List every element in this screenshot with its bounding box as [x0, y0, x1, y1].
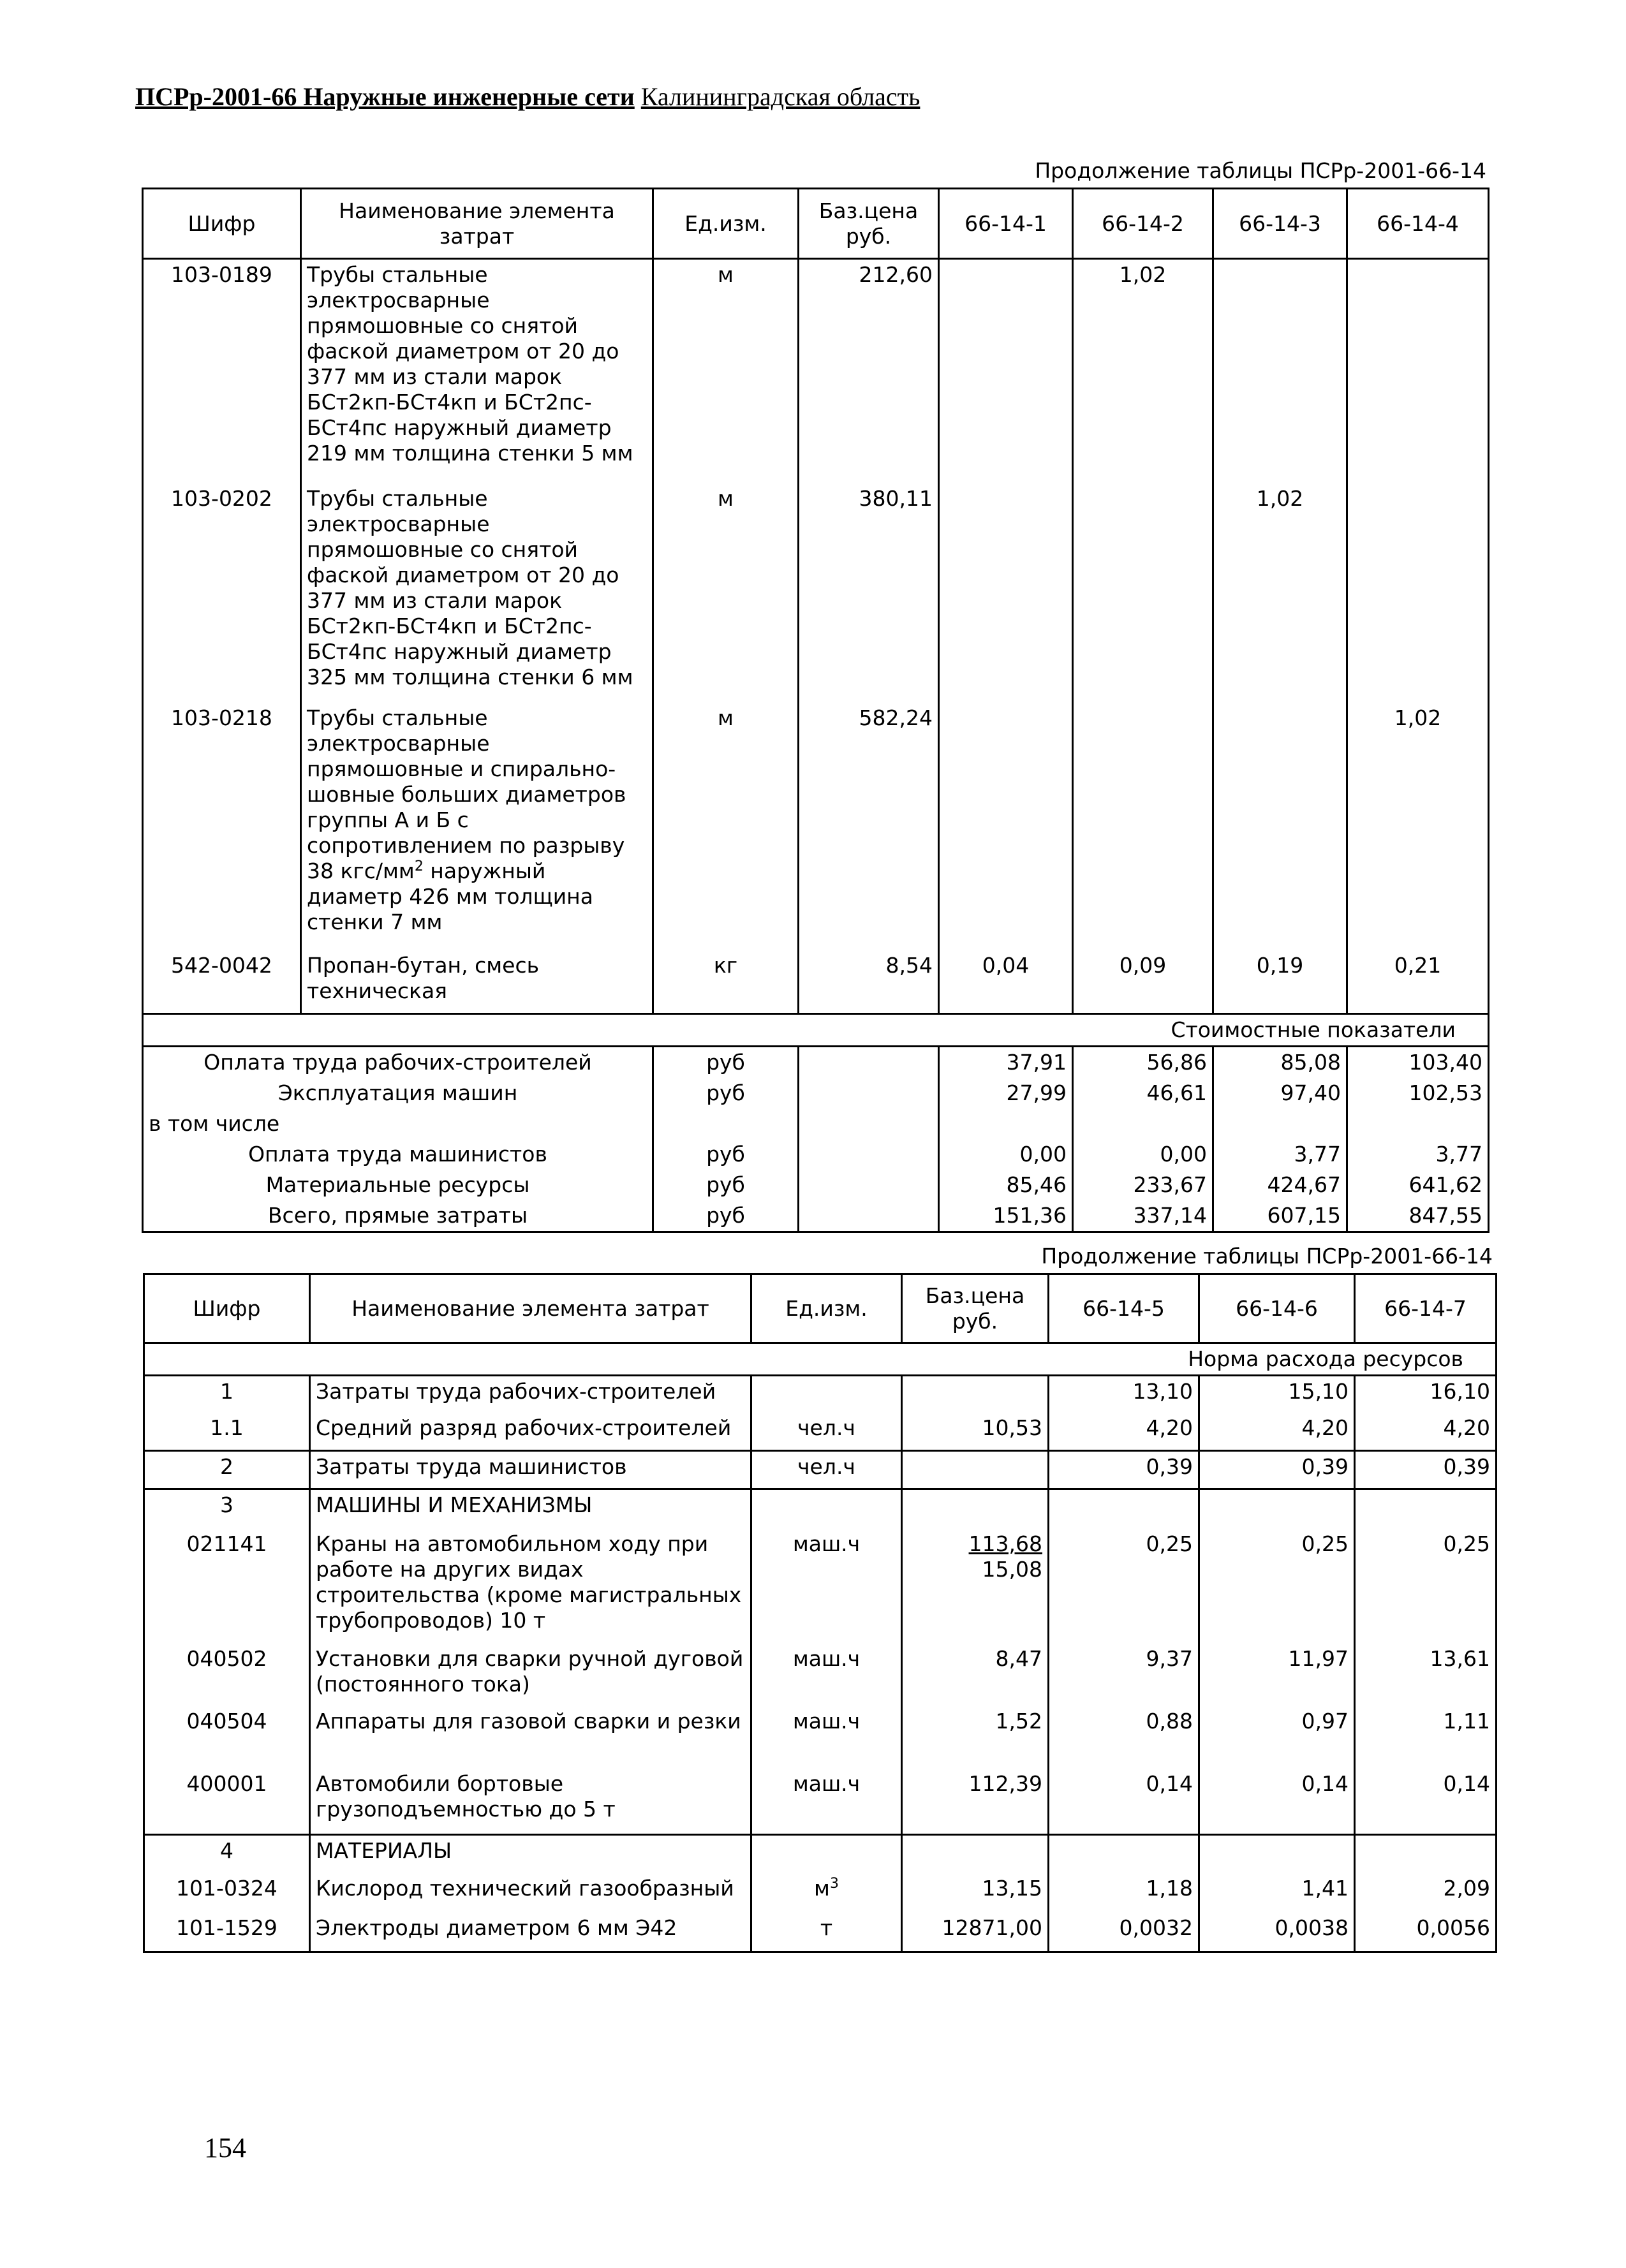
cost-unit — [653, 1108, 799, 1139]
row-price-struck: 113,68 — [968, 1531, 1042, 1556]
row-value-3 — [1213, 259, 1347, 483]
row-code: 3 — [144, 1489, 310, 1529]
cost-row — [143, 1170, 1489, 1200]
row-price-corrected: 15,08 — [982, 1556, 1042, 1582]
cost-value-4: 103,40 — [1347, 1047, 1489, 1079]
row-unit: чел.ч — [751, 1451, 902, 1489]
table-row — [144, 1376, 1497, 1413]
row-unit-superscript: 3 — [829, 1875, 839, 1892]
row-value-1: 0,14 — [1049, 1769, 1199, 1835]
row-value-4: 0,21 — [1347, 950, 1489, 1014]
row-price: 13,15 — [902, 1873, 1049, 1913]
section-band — [143, 1014, 1489, 1047]
row-code: 1.1 — [144, 1413, 310, 1451]
row-code: 101-0324 — [144, 1873, 310, 1913]
table1-continuation: Продолжение таблицы ПСРр-2001-66-14 — [1035, 158, 1486, 183]
table-row — [144, 1835, 1497, 1873]
row-value-4 — [1347, 483, 1489, 703]
cost-value-3: 607,15 — [1213, 1200, 1347, 1232]
table-row — [144, 1913, 1497, 1952]
row-value-4: 1,02 — [1347, 703, 1489, 950]
row-value-2: 0,25 — [1199, 1529, 1355, 1644]
table-row — [144, 1769, 1497, 1835]
cost-unit: руб — [653, 1200, 799, 1232]
col-header-price: Баз.цена руб. — [799, 189, 939, 259]
row-unit: маш.ч — [751, 1644, 902, 1706]
cost-value-3 — [1213, 1108, 1347, 1139]
row-name: Затраты труда рабочих-строителей — [310, 1376, 751, 1413]
row-unit: маш.ч — [751, 1529, 902, 1644]
col-header-unit: Ед.изм. — [653, 189, 799, 259]
row-value-2 — [1199, 1489, 1355, 1529]
table-row — [143, 259, 1489, 483]
row-unit: м — [653, 483, 799, 703]
cost-name: Оплата труда машинистов — [143, 1139, 653, 1170]
cost-unit: руб — [653, 1170, 799, 1200]
cost-unit: руб — [653, 1139, 799, 1170]
row-code: 040502 — [144, 1644, 310, 1706]
row-unit — [751, 1873, 902, 1913]
row-value-1 — [939, 259, 1073, 483]
row-value-3: 0,14 — [1355, 1769, 1497, 1835]
row-value-2: 0,39 — [1199, 1451, 1355, 1489]
row-value-1: 0,25 — [1049, 1529, 1199, 1644]
row-value-1: 0,88 — [1049, 1706, 1199, 1769]
row-name-part1: Трубы стальные электросварные прямошовные и спирально-шовные больших диаметров группы А и Б с сопротивлением по разрыву 38 кгс/мм — [307, 705, 626, 883]
col-header-66-14-2: 66-14-2 — [1073, 189, 1213, 259]
row-code: 400001 — [144, 1769, 310, 1835]
row-code: 103-0189 — [143, 259, 301, 483]
cost-value-3: 3,77 — [1213, 1139, 1347, 1170]
table-row — [143, 483, 1489, 703]
row-unit: маш.ч — [751, 1769, 902, 1835]
cost-name: Оплата труда рабочих-строителей — [143, 1047, 653, 1079]
row-price — [902, 1451, 1049, 1489]
cost-value-4 — [1347, 1108, 1489, 1139]
row-value-1: 0,39 — [1049, 1451, 1199, 1489]
cost-value-1: 27,99 — [939, 1078, 1073, 1108]
row-value-2: 1,02 — [1073, 259, 1213, 483]
row-price — [902, 1529, 1049, 1644]
page-header — [135, 82, 920, 112]
row-code: 103-0202 — [143, 483, 301, 703]
table-row — [144, 1706, 1497, 1769]
header-title-bold: ПСРр-2001-66 Наружные инженерные сети — [135, 82, 635, 111]
row-name: Затраты труда машинистов — [310, 1451, 751, 1489]
row-name-superscript: 2 — [414, 858, 424, 874]
row-value-1: 0,0032 — [1049, 1913, 1199, 1952]
col-header-price: Баз.цена руб. — [902, 1274, 1049, 1343]
row-value-3 — [1355, 1835, 1497, 1873]
row-price: 8,54 — [799, 950, 939, 1014]
cost-value-2: 233,67 — [1073, 1170, 1213, 1200]
cost-value-4: 3,77 — [1347, 1139, 1489, 1170]
row-value-1: 1,18 — [1049, 1873, 1199, 1913]
cost-price — [799, 1170, 939, 1200]
row-price: 1,52 — [902, 1706, 1049, 1769]
row-unit — [751, 1835, 902, 1873]
row-value-3: 4,20 — [1355, 1413, 1497, 1451]
row-price — [902, 1376, 1049, 1413]
row-value-2: 4,20 — [1199, 1413, 1355, 1451]
row-code: 542-0042 — [143, 950, 301, 1014]
row-value-1 — [939, 703, 1073, 950]
row-name — [301, 703, 653, 950]
row-value-1: 4,20 — [1049, 1413, 1199, 1451]
table-row — [144, 1644, 1497, 1706]
row-price: 582,24 — [799, 703, 939, 950]
row-name: Трубы стальные электросварные прямошовные со снятой фаской диаметром от 20 до 377 мм из стали марок БСт2кп-БСт4кп и БСт2пс-БСт4пс наружный диаметр 219 мм толщина стенки 5 мм — [301, 259, 653, 483]
row-unit — [751, 1376, 902, 1413]
row-code: 040504 — [144, 1706, 310, 1769]
cost-value-1: 0,00 — [939, 1139, 1073, 1170]
row-name: Трубы стальные электросварные прямошовные со снятой фаской диаметром от 20 до 377 мм из стали марок БСт2кп-БСт4кп и БСт2пс-БСт4пс наружный диаметр 325 мм толщина стенки 6 мм — [301, 483, 653, 703]
cost-value-2: 56,86 — [1073, 1047, 1213, 1079]
cost-unit: руб — [653, 1078, 799, 1108]
table2-header-row — [144, 1274, 1497, 1343]
col-header-66-14-6: 66-14-6 — [1199, 1274, 1355, 1343]
row-code: 021141 — [144, 1529, 310, 1644]
row-name: Аппараты для газовой сварки и резки — [310, 1706, 751, 1769]
row-name: МАТЕРИАЛЫ — [310, 1835, 751, 1873]
row-value-1: 0,04 — [939, 950, 1073, 1014]
row-price: 12871,00 — [902, 1913, 1049, 1952]
page-number: 154 — [204, 2132, 246, 2163]
row-name: Средний разряд рабочих-строителей — [310, 1413, 751, 1451]
row-code: 4 — [144, 1835, 310, 1873]
table-row — [144, 1529, 1497, 1644]
row-code: 1 — [144, 1376, 310, 1413]
row-unit: м — [653, 259, 799, 483]
cost-name: Всего, прямые затраты — [143, 1200, 653, 1232]
row-price — [902, 1835, 1049, 1873]
cost-value-4: 641,62 — [1347, 1170, 1489, 1200]
section-band-label: Норма расхода ресурсов — [144, 1343, 1497, 1376]
row-value-1: 13,10 — [1049, 1376, 1199, 1413]
cost-value-1: 37,91 — [939, 1047, 1073, 1079]
col-header-unit: Ед.изм. — [751, 1274, 902, 1343]
row-value-2: 0,09 — [1073, 950, 1213, 1014]
cost-name: Эксплуатация машин — [143, 1078, 653, 1108]
cost-value-3: 97,40 — [1213, 1078, 1347, 1108]
row-value-2 — [1073, 703, 1213, 950]
row-price — [902, 1489, 1049, 1529]
row-unit-base: м — [814, 1875, 830, 1901]
row-unit: м — [653, 703, 799, 950]
cost-price — [799, 1139, 939, 1170]
cost-value-1 — [939, 1108, 1073, 1139]
cost-value-4: 847,55 — [1347, 1200, 1489, 1232]
cost-value-4: 102,53 — [1347, 1078, 1489, 1108]
row-value-3: 0,19 — [1213, 950, 1347, 1014]
cost-value-2: 337,14 — [1073, 1200, 1213, 1232]
row-name: Кислород технический газообразный — [310, 1873, 751, 1913]
cost-price — [799, 1108, 939, 1139]
row-value-2: 0,97 — [1199, 1706, 1355, 1769]
cost-value-1: 151,36 — [939, 1200, 1073, 1232]
cost-row — [143, 1200, 1489, 1232]
cost-name: в том числе — [143, 1108, 653, 1139]
col-header-66-14-4: 66-14-4 — [1347, 189, 1489, 259]
row-value-2: 15,10 — [1199, 1376, 1355, 1413]
row-code: 101-1529 — [144, 1913, 310, 1952]
table2 — [143, 1273, 1497, 1953]
cost-row — [143, 1108, 1489, 1139]
row-name: Пропан-бутан, смесь техническая — [301, 950, 653, 1014]
row-unit: чел.ч — [751, 1413, 902, 1451]
section-band — [144, 1343, 1497, 1376]
col-header-code: Шифр — [144, 1274, 310, 1343]
cost-value-2: 0,00 — [1073, 1139, 1213, 1170]
table-row — [144, 1489, 1497, 1529]
row-value-3: 2,09 — [1355, 1873, 1497, 1913]
table-row — [143, 950, 1489, 1014]
section-band-label: Стоимостные показатели — [143, 1014, 1489, 1047]
col-header-code: Шифр — [143, 189, 301, 259]
row-value-2: 0,14 — [1199, 1769, 1355, 1835]
col-header-66-14-5: 66-14-5 — [1049, 1274, 1199, 1343]
cost-value-1: 85,46 — [939, 1170, 1073, 1200]
row-value-4 — [1347, 259, 1489, 483]
table-row — [143, 703, 1489, 950]
col-header-66-14-7: 66-14-7 — [1355, 1274, 1497, 1343]
cost-value-2: 46,61 — [1073, 1078, 1213, 1108]
row-value-3: 1,02 — [1213, 483, 1347, 703]
cost-price — [799, 1200, 939, 1232]
row-price: 112,39 — [902, 1769, 1049, 1835]
row-value-3: 16,10 — [1355, 1376, 1497, 1413]
row-unit: т — [751, 1913, 902, 1952]
row-price: 212,60 — [799, 259, 939, 483]
col-header-66-14-1: 66-14-1 — [939, 189, 1073, 259]
row-name: Установки для сварки ручной дуговой (постоянного тока) — [310, 1644, 751, 1706]
col-header-name: Наименование элемента затрат — [301, 189, 653, 259]
row-code: 103-0218 — [143, 703, 301, 950]
cost-row — [143, 1139, 1489, 1170]
cost-name: Материальные ресурсы — [143, 1170, 653, 1200]
row-value-3: 13,61 — [1355, 1644, 1497, 1706]
table-row — [144, 1873, 1497, 1913]
row-value-2 — [1073, 483, 1213, 703]
header-title-region: Калининградская область — [640, 82, 920, 111]
row-value-3: 0,39 — [1355, 1451, 1497, 1489]
row-value-1 — [939, 483, 1073, 703]
row-price: 10,53 — [902, 1413, 1049, 1451]
row-value-3 — [1213, 703, 1347, 950]
row-value-2: 11,97 — [1199, 1644, 1355, 1706]
cost-unit: руб — [653, 1047, 799, 1079]
row-name: Краны на автомобильном ходу при работе на других видах строительства (кроме магистральных трубопроводов) 10 т — [310, 1529, 751, 1644]
row-value-2 — [1199, 1835, 1355, 1873]
row-price: 380,11 — [799, 483, 939, 703]
row-value-2: 0,0038 — [1199, 1913, 1355, 1952]
table2-continuation: Продолжение таблицы ПСРр-2001-66-14 — [1041, 1244, 1493, 1269]
row-code: 2 — [144, 1451, 310, 1489]
row-name: Электроды диаметром 6 мм Э42 — [310, 1913, 751, 1952]
row-value-1: 9,37 — [1049, 1644, 1199, 1706]
table-row — [144, 1413, 1497, 1451]
cost-value-3: 424,67 — [1213, 1170, 1347, 1200]
table1 — [142, 188, 1489, 1233]
row-value-1 — [1049, 1489, 1199, 1529]
col-header-name: Наименование элемента затрат — [310, 1274, 751, 1343]
col-header-66-14-3: 66-14-3 — [1213, 189, 1347, 259]
cost-value-2 — [1073, 1108, 1213, 1139]
table1-header-row — [143, 189, 1489, 259]
row-name: МАШИНЫ И МЕХАНИЗМЫ — [310, 1489, 751, 1529]
row-value-1 — [1049, 1835, 1199, 1873]
row-price: 8,47 — [902, 1644, 1049, 1706]
row-value-3: 0,0056 — [1355, 1913, 1497, 1952]
row-value-3: 1,11 — [1355, 1706, 1497, 1769]
row-value-3 — [1355, 1489, 1497, 1529]
cost-price — [799, 1047, 939, 1079]
cost-value-3: 85,08 — [1213, 1047, 1347, 1079]
cost-price — [799, 1078, 939, 1108]
cost-row — [143, 1047, 1489, 1079]
row-unit — [751, 1489, 902, 1529]
row-name: Автомобили бортовые грузоподъемностью до 5 т — [310, 1769, 751, 1835]
row-unit: кг — [653, 950, 799, 1014]
cost-row — [143, 1078, 1489, 1108]
row-name-part2: наружный диаметр 426 мм толщина стенки 7 мм — [307, 858, 593, 934]
table-row — [144, 1451, 1497, 1489]
row-value-2: 1,41 — [1199, 1873, 1355, 1913]
row-value-3: 0,25 — [1355, 1529, 1497, 1644]
row-unit: маш.ч — [751, 1706, 902, 1769]
